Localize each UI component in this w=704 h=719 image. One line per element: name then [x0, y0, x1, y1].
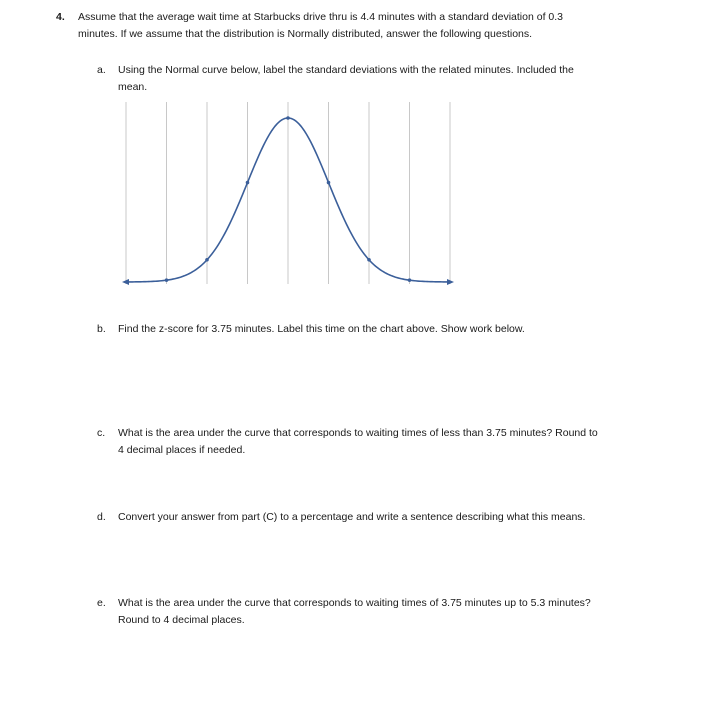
curve-point: [286, 116, 290, 120]
part-a-text-line2: mean.: [118, 81, 148, 93]
part-b-letter: b.: [97, 323, 106, 335]
curve-point: [165, 278, 169, 282]
curve-point: [367, 258, 371, 262]
curve-point: [327, 181, 331, 185]
part-c-text-line2: 4 decimal places if needed.: [118, 444, 246, 456]
question-number: 4.: [56, 11, 65, 23]
part-e-text-line2: Round to 4 decimal places.: [118, 614, 245, 626]
curve-point: [205, 258, 209, 262]
normal-curve-chart: [118, 100, 458, 300]
part-a-letter: a.: [97, 64, 106, 76]
part-c-text-line1: What is the area under the curve that corresponds to waiting times of less than 3.75 minutes? Round to: [118, 427, 598, 439]
part-d-text-line1: Convert your answer from part (C) to a percentage and write a sentence describing what this means.: [118, 511, 586, 523]
part-e-text-line1: What is the area under the curve that corresponds to waiting times of 3.75 minutes up to 5.3 minutes?: [118, 597, 591, 609]
curve-point: [246, 181, 250, 185]
question-text-line2: minutes. If we assume that the distribution is Normally distributed, answer the following questions.: [78, 28, 533, 40]
part-a-text-line1: Using the Normal curve below, label the standard deviations with the related minutes. Included the: [118, 64, 574, 76]
chart-gridlines: [126, 102, 450, 284]
question-text-line1: Assume that the average wait time at Starbucks drive thru is 4.4 minutes with a standard deviation of 0.3: [78, 11, 563, 23]
part-e-letter: e.: [97, 597, 106, 609]
part-d-letter: d.: [97, 511, 106, 523]
curve-point: [408, 278, 412, 282]
part-b-text-line1: Find the z-score for 3.75 minutes. Label this time on the chart above. Show work below.: [118, 323, 525, 335]
part-c-letter: c.: [97, 427, 106, 439]
